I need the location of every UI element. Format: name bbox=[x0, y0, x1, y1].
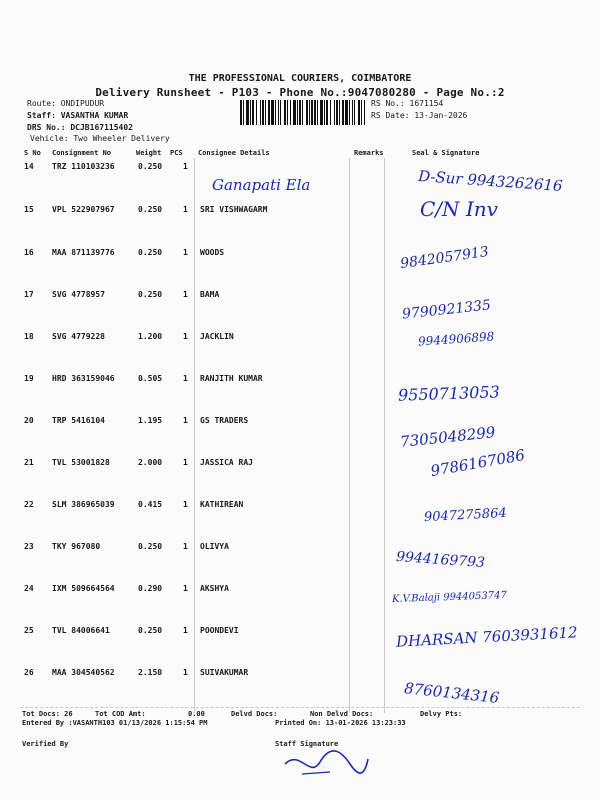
table-row bbox=[0, 329, 600, 352]
barcode-bar bbox=[297, 100, 298, 125]
cell-pcs: 1 bbox=[183, 290, 188, 299]
cell-sno: 24 bbox=[24, 584, 34, 593]
barcode-bar bbox=[306, 100, 308, 125]
barcode-bar bbox=[349, 100, 350, 125]
rs-no-value: 1671154 bbox=[409, 99, 444, 108]
vehicle-label: Vehicle: bbox=[30, 134, 69, 143]
cell-consignee: RANJITH KUMAR bbox=[200, 374, 263, 383]
table-row bbox=[0, 584, 600, 604]
barcode-bar bbox=[339, 100, 340, 125]
barcode-bar bbox=[287, 100, 288, 125]
col-sno: S No bbox=[24, 149, 41, 157]
barcode-bar bbox=[345, 100, 348, 125]
barcode-bar bbox=[250, 100, 251, 125]
col-remarks: Remarks bbox=[354, 149, 384, 157]
barcode-bar bbox=[324, 100, 325, 125]
cell-weight: 0.250 bbox=[138, 248, 163, 257]
cell-consignee: OLIVYA bbox=[200, 542, 229, 551]
cell-sno: 19 bbox=[24, 374, 34, 383]
cell-consignment: TKY 967080 bbox=[52, 542, 101, 551]
table-row bbox=[0, 623, 600, 651]
barcode-bar bbox=[361, 100, 362, 125]
cell-sno: 21 bbox=[24, 458, 34, 467]
barcode-bar bbox=[342, 100, 344, 125]
table-row bbox=[0, 374, 600, 405]
cell-sno: 16 bbox=[24, 248, 34, 257]
tot-cod-label: Tot COD Amt: bbox=[95, 710, 146, 718]
verified-by: Verified By bbox=[22, 740, 69, 748]
drs-line bbox=[27, 123, 133, 132]
cell-pcs: 1 bbox=[183, 668, 188, 677]
cell-sno: 20 bbox=[24, 416, 34, 425]
table-row bbox=[0, 197, 600, 225]
tot-cod-value: 0.00 bbox=[188, 710, 205, 718]
handwritten-consignee: Ganapati Ela bbox=[212, 176, 311, 194]
cell-consignment: IXM 509664564 bbox=[52, 584, 115, 593]
cell-weight: 2.150 bbox=[138, 668, 163, 677]
cell-sno: 25 bbox=[24, 626, 34, 635]
cell-pcs: 1 bbox=[183, 542, 188, 551]
vehicle-line bbox=[30, 134, 170, 143]
col-weight: Weight bbox=[136, 149, 162, 157]
handwritten-signature: 9944906898 bbox=[417, 329, 495, 349]
cell-consignee: BAMA bbox=[200, 290, 220, 299]
drs-label: DRS No.: bbox=[27, 123, 66, 132]
handwritten-signature: DHARSAN 7603931612 bbox=[395, 623, 579, 651]
barcode-bar bbox=[243, 100, 244, 125]
cell-pcs: 1 bbox=[183, 374, 188, 383]
cell-consignment: SLM 386965039 bbox=[52, 500, 115, 509]
cell-pcs: 1 bbox=[183, 458, 188, 467]
barcode-bar bbox=[278, 100, 279, 125]
cell-sno: 26 bbox=[24, 668, 34, 677]
printed-on: Printed On: 13-01-2026 13:23:33 bbox=[275, 719, 406, 727]
barcode-bar bbox=[299, 100, 301, 125]
cell-pcs: 1 bbox=[183, 248, 188, 257]
barcode-bar bbox=[290, 100, 291, 125]
staff-value: VASANTHA KUMAR bbox=[60, 111, 129, 120]
cell-weight: 1.195 bbox=[138, 416, 163, 425]
cell-weight: 0.250 bbox=[138, 542, 163, 551]
handwritten-signature: 8760134316 bbox=[403, 679, 501, 707]
vehicle-value: Two Wheeler Delivery bbox=[73, 134, 170, 143]
entered-by: Entered By :VASANTH103 01/13/2026 1:15:54 PM bbox=[22, 719, 208, 727]
handwritten-signature: D-Sur 9943262616 bbox=[417, 166, 564, 196]
staff-signature-scribble bbox=[280, 744, 370, 784]
table-row bbox=[0, 542, 600, 572]
barcode-bar bbox=[293, 100, 296, 125]
barcode-bar bbox=[262, 100, 264, 125]
cell-consignment: SVG 4778957 bbox=[52, 290, 105, 299]
cell-weight: 2.000 bbox=[138, 458, 163, 467]
cell-consignee: JACKLIN bbox=[200, 332, 234, 341]
cell-consignment: TVL 53001828 bbox=[52, 458, 110, 467]
handwritten-signature: 9842057913 bbox=[399, 243, 490, 273]
cell-consignee: GS TRADERS bbox=[200, 416, 249, 425]
cell-weight: 0.250 bbox=[138, 290, 163, 299]
handwritten-signature: 9786167086 bbox=[429, 445, 527, 481]
barcode-bar bbox=[311, 100, 313, 125]
delvy-pts: Delvy Pts: bbox=[420, 710, 463, 718]
cell-weight: 1.200 bbox=[138, 332, 163, 341]
staff-signature-label: Staff Signature bbox=[275, 740, 339, 748]
cell-sno: 14 bbox=[24, 162, 34, 171]
barcode-bar bbox=[354, 100, 355, 125]
barcode-bar bbox=[302, 100, 303, 125]
handwritten-signature: K.V.Balaji 9944053747 bbox=[391, 589, 508, 606]
drs-value: DCJB167115402 bbox=[70, 123, 133, 132]
handwritten-signature: 7305048299 bbox=[399, 423, 497, 451]
barcode-bar bbox=[265, 100, 266, 125]
cell-consignment: HRD 363159046 bbox=[52, 374, 115, 383]
staff-line bbox=[27, 111, 128, 120]
cell-pcs: 1 bbox=[183, 416, 188, 425]
barcode-bar bbox=[320, 100, 323, 125]
table-row bbox=[0, 500, 600, 526]
barcode-bar bbox=[330, 100, 331, 125]
route-value: ONDIPUDUR bbox=[60, 99, 105, 108]
handwritten-signature: C/N Inv bbox=[420, 197, 498, 221]
non-delvd-docs: Non Delvd Docs: bbox=[310, 710, 374, 718]
barcode-bar bbox=[314, 100, 316, 125]
cell-consignment: MAA 304540562 bbox=[52, 668, 115, 677]
table-row bbox=[0, 243, 600, 273]
cell-consignment: SVG 4779228 bbox=[52, 332, 105, 341]
cell-pcs: 1 bbox=[183, 162, 188, 171]
cell-weight: 0.290 bbox=[138, 584, 163, 593]
barcode-bar bbox=[246, 100, 249, 125]
barcode-bar bbox=[268, 100, 270, 125]
cell-pcs: 1 bbox=[183, 626, 188, 635]
col-consignee: Consignee Details bbox=[198, 149, 270, 157]
cell-consignee: WOODS bbox=[200, 248, 225, 257]
barcode bbox=[240, 100, 366, 125]
handwritten-signature: 9550713053 bbox=[397, 382, 501, 405]
cell-weight: 0.505 bbox=[138, 374, 163, 383]
cell-consignment: TRZ 110103236 bbox=[52, 162, 115, 171]
table-row bbox=[0, 162, 600, 196]
table-row bbox=[0, 290, 600, 323]
handwritten-signature: 9944169793 bbox=[395, 548, 486, 572]
cell-consignment: TVL 84006641 bbox=[52, 626, 110, 635]
cell-consignee: SUIVAKUMAR bbox=[200, 668, 249, 677]
table-row bbox=[0, 668, 600, 707]
cell-consignment: VPL 522907967 bbox=[52, 205, 115, 214]
cell-consignee: AKSHYA bbox=[200, 584, 229, 593]
cell-consignee: POONDEVI bbox=[200, 626, 239, 635]
barcode-bar bbox=[326, 100, 328, 125]
cell-sno: 17 bbox=[24, 290, 34, 299]
route-line bbox=[27, 99, 104, 108]
barcode-bar bbox=[364, 100, 365, 125]
barcode-bar bbox=[334, 100, 335, 125]
barcode-bar bbox=[284, 100, 286, 125]
tot-docs: Tot Docs: 26 bbox=[22, 710, 73, 718]
table-row bbox=[0, 416, 600, 451]
barcode-bar bbox=[352, 100, 353, 125]
cell-consignee: KATHIREAN bbox=[200, 500, 244, 509]
barcode-bar bbox=[309, 100, 310, 125]
col-consignment: Consignment No bbox=[52, 149, 112, 157]
table-row bbox=[0, 445, 600, 481]
cell-weight: 0.250 bbox=[138, 205, 163, 214]
cell-sno: 23 bbox=[24, 542, 34, 551]
cell-pcs: 1 bbox=[183, 205, 188, 214]
barcode-bar bbox=[336, 100, 338, 125]
barcode-bar bbox=[358, 100, 360, 125]
barcode-bar bbox=[280, 100, 281, 125]
cell-consignment: TRP 5416104 bbox=[52, 416, 105, 425]
barcode-bar bbox=[271, 100, 274, 125]
cell-sno: 18 bbox=[24, 332, 34, 341]
cell-consignment: MAA 871139776 bbox=[52, 248, 115, 257]
route-label: Route: bbox=[27, 99, 56, 108]
cell-weight: 0.250 bbox=[138, 162, 163, 171]
col-seal-signature: Seal & Signature bbox=[412, 149, 480, 157]
cell-pcs: 1 bbox=[183, 584, 188, 593]
barcode-bar bbox=[317, 100, 318, 125]
barcode-bar bbox=[260, 100, 261, 125]
company-name: THE PROFESSIONAL COURIERS, COIMBATORE bbox=[188, 73, 412, 84]
rs-date-label: RS Date: bbox=[371, 111, 410, 120]
cell-sno: 22 bbox=[24, 500, 34, 509]
rs-date-line bbox=[371, 111, 467, 120]
cell-pcs: 1 bbox=[183, 500, 188, 509]
barcode-bar bbox=[240, 100, 242, 125]
barcode-bar bbox=[275, 100, 276, 125]
cell-consignee: JASSICA RAJ bbox=[200, 458, 253, 467]
cell-weight: 0.415 bbox=[138, 500, 163, 509]
runsheet-title: Delivery Runsheet - P103 - Phone No.:9047080280 - Page No.:2 bbox=[95, 86, 505, 99]
barcode-bar bbox=[252, 100, 254, 125]
rs-no-line bbox=[371, 99, 443, 108]
col-pcs: PCS bbox=[170, 149, 183, 157]
handwritten-signature: 9790921335 bbox=[401, 297, 492, 323]
delvd-docs: Delvd Docs: bbox=[231, 710, 278, 718]
handwritten-signature: 9047275864 bbox=[423, 505, 508, 526]
footer-divider bbox=[20, 707, 580, 708]
cell-consignee: SRI VISHWAGARM bbox=[200, 205, 268, 214]
rs-no-label: RS No.: bbox=[371, 99, 405, 108]
cell-sno: 15 bbox=[24, 205, 34, 214]
cell-weight: 0.250 bbox=[138, 626, 163, 635]
staff-label: Staff: bbox=[27, 111, 56, 120]
rs-date-value: 13-Jan-2026 bbox=[414, 111, 468, 120]
barcode-bar bbox=[256, 100, 257, 125]
cell-pcs: 1 bbox=[183, 332, 188, 341]
